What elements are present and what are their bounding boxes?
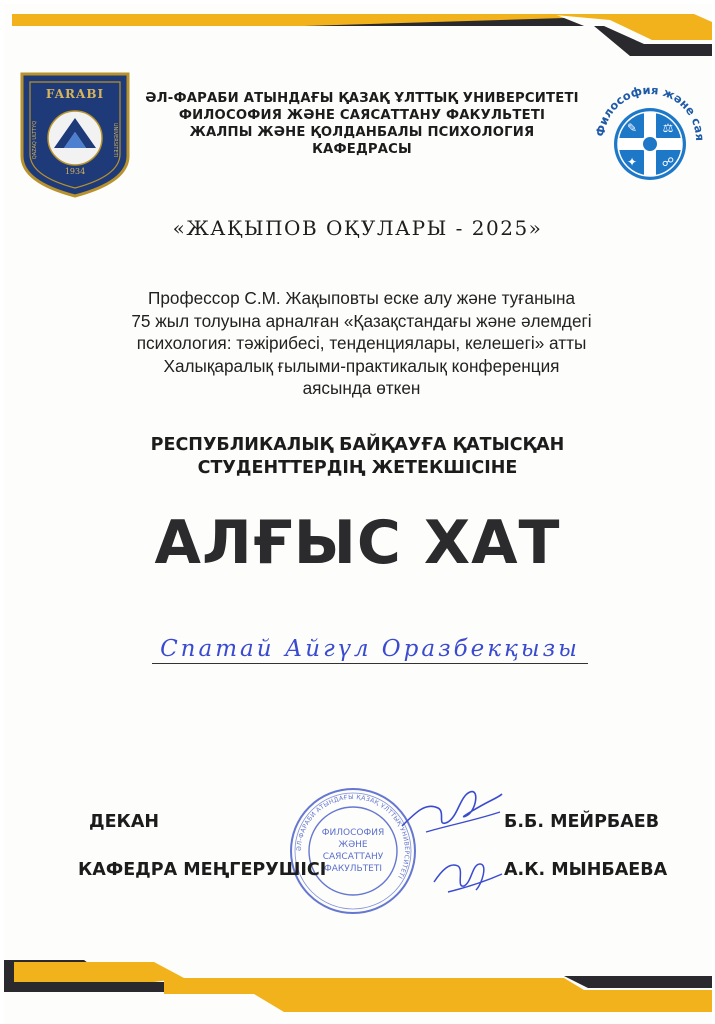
- dean-role-label: ДЕКАН: [89, 812, 160, 832]
- conference-description: [74, 287, 649, 400]
- svg-text:QAZAQ ULTTYQ: QAZAQ ULTTYQ: [32, 120, 38, 160]
- svg-text:САЯСАТТАНУ: САЯСАТТАНУ: [322, 852, 384, 862]
- header-department-name: ЖАЛПЫ ЖӘНЕ ҚОЛДАНБАЛЫ ПСИХОЛОГИЯ: [189, 125, 535, 140]
- svg-text:ӘЛ-ФАРАБИ АТЫНДАҒЫ ҚАЗАҚ ҰЛТТЫ: ӘЛ-ФАРАБИ АТЫНДАҒЫ ҚАЗАҚ ҰЛТТЫҚ УНИВЕРСИТЕТІ: [295, 793, 411, 880]
- subject-line: РЕСПУБЛИКАЛЫҚ БАЙҚАУҒА ҚАТЫСҚАН: [150, 435, 565, 455]
- svg-text:ФИЛОСОФИЯ: ФИЛОСОФИЯ: [321, 828, 385, 838]
- header-university-name: ӘЛ-ФАРАБИ АТЫНДАҒЫ ҚАЗАҚ ҰЛТТЫҚ УНИВЕРСИТЕТІ: [145, 91, 579, 106]
- svg-text:1934: 1934: [64, 167, 86, 176]
- description-line: Халықаралық ғылыми-практикалық конференция: [163, 355, 560, 376]
- description-line: Профессор С.М. Жақыповты еске алу және туғанына: [147, 288, 576, 308]
- department-head-signature-icon: [428, 852, 508, 902]
- svg-text:UNIVERSITETI: UNIVERSITETI: [112, 122, 118, 158]
- svg-text:FARABI: FARABI: [45, 87, 105, 101]
- svg-text:✎: ✎: [626, 121, 638, 135]
- header-department-word: КАФЕДРАСЫ: [312, 142, 412, 157]
- certificate-main-title: АЛҒЫС ХАТ: [154, 508, 561, 578]
- department-head-role-label: КАФЕДРА МЕҢГЕРУШІСІ: [78, 860, 327, 880]
- description-line: 75 жыл толуына арналған «Қазақстандағы және әлемдегі: [131, 310, 592, 331]
- svg-text:ФАКУЛЬТЕТІ: ФАКУЛЬТЕТІ: [323, 864, 383, 874]
- subject-line: СТУДЕНТТЕРДІҢ ЖЕТЕКШІСІНЕ: [197, 458, 518, 478]
- svg-text:Философия және саясаттану: Философия және сая: [592, 82, 708, 142]
- bottom-decorative-band: [4, 948, 712, 1024]
- farabi-university-emblem-icon: [16, 70, 134, 198]
- philosophy-faculty-emblem-icon: [588, 72, 712, 196]
- description-line: психология: тәжірибесі, тенденциялары, келешегі» атты: [136, 333, 587, 353]
- university-header: [132, 90, 592, 158]
- description-line: аясында өткен: [302, 378, 421, 398]
- certificate-sheet: [4, 0, 712, 1024]
- recipient-name: Спатай Айгүл Оразбекқызы: [160, 636, 580, 662]
- department-head-name-label: А.К. МЫНБАЕВА: [504, 860, 668, 880]
- top-decorative-band: [4, 0, 712, 64]
- recipient-underline: [152, 663, 588, 664]
- svg-text:ЖӘНЕ: ЖӘНЕ: [338, 840, 368, 850]
- svg-text:⚖: ⚖: [662, 121, 674, 135]
- dean-name-label: Б.Б. МЕЙРБАЕВ: [504, 812, 660, 832]
- header-faculty-name: ФИЛОСОФИЯ ЖӘНЕ САЯСАТТАНУ ФАКУЛЬТЕТІ: [178, 108, 546, 123]
- svg-text:☍: ☍: [661, 155, 675, 169]
- award-subject: [4, 434, 712, 480]
- svg-text:✦: ✦: [626, 155, 638, 169]
- dean-signature-icon: [396, 782, 506, 838]
- conference-title: «ЖАҚЫПОВ ОҚУЛАРЫ - 2025»: [172, 216, 543, 240]
